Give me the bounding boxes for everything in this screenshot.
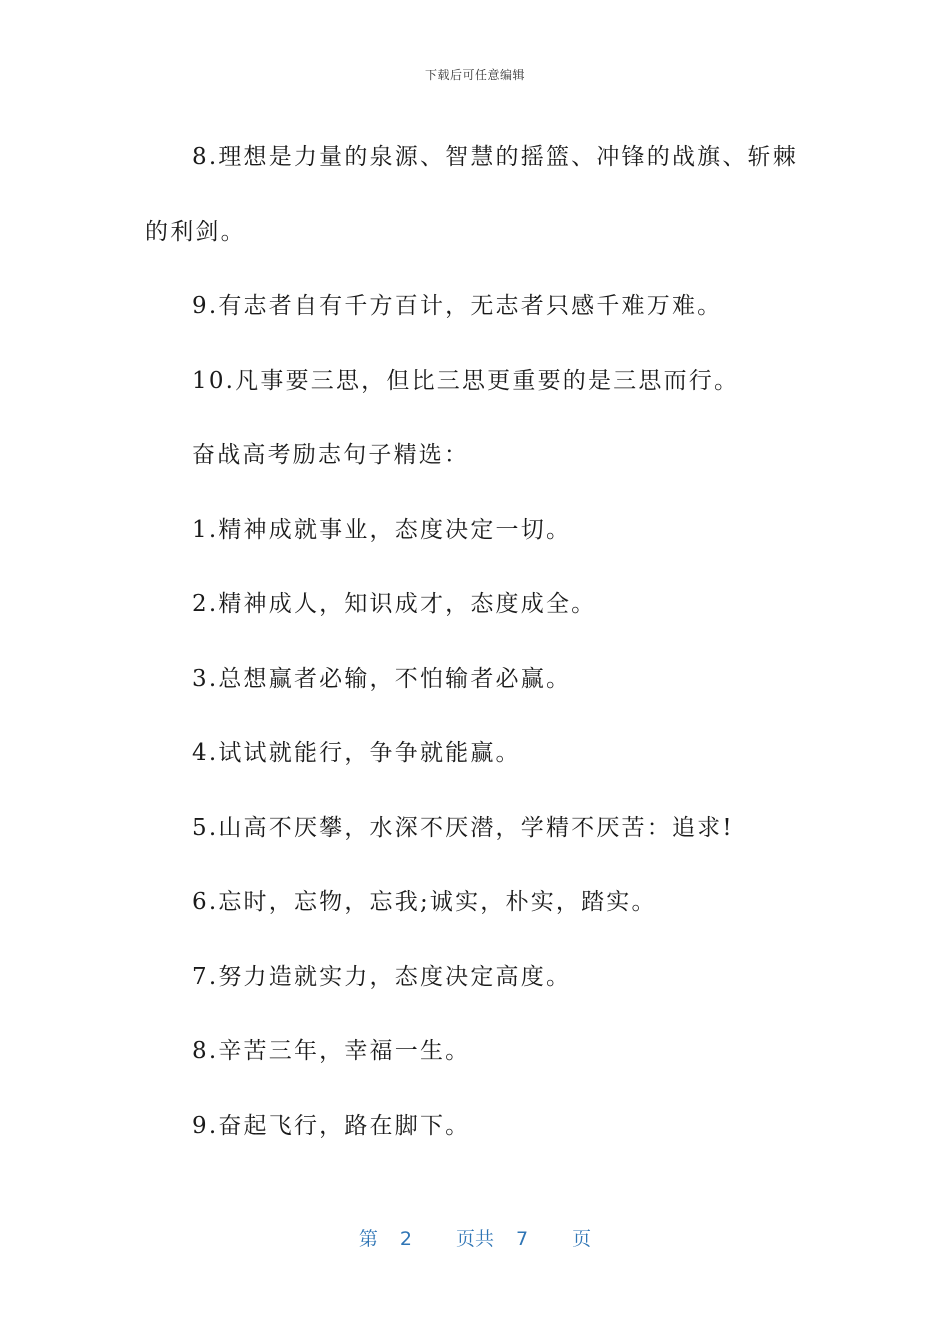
paragraph: 10.凡事要三思，但比三思更重要的是三思而行。 (192, 367, 740, 394)
paragraph: 9.有志者自有千方百计，无志者只感千难万难。 (192, 293, 723, 319)
header-note: 下载后可任意编辑 (424, 68, 525, 82)
page-label-mid: 页共 (455, 1228, 494, 1250)
paragraph: 2.精神成人，知识成才，态度成全。 (192, 591, 597, 617)
paragraph: 8.辛苦三年，幸福一生。 (192, 1038, 471, 1064)
paragraph: 1.精神成就事业，态度决定一切。 (192, 516, 572, 543)
page-label-suffix: 页 (572, 1228, 592, 1250)
total-pages-number: 7 (516, 1228, 529, 1250)
paragraph: 8.理想是力量的泉源、智慧的摇篮、冲锋的战旗、斩棘的利剑。 (145, 144, 798, 245)
section-heading: 奋战高考励志句子精选： (192, 442, 470, 468)
paragraph: 6.忘时，忘物，忘我;诚实，朴实，踏实。 (192, 889, 657, 915)
document-body (145, 120, 805, 1163)
current-page-number: 2 (399, 1228, 412, 1250)
paragraph: 5.山高不厌攀，水深不厌潜，学精不厌苦：追求! (192, 814, 734, 841)
paragraph: 3.总想赢者必输，不怕输者必赢。 (192, 665, 572, 692)
page-footer (0, 1224, 950, 1251)
paragraph: 9.奋起飞行，路在脚下。 (192, 1112, 471, 1139)
page-label-prefix: 第 (358, 1228, 378, 1250)
paragraph: 7.努力造就实力，态度决定高度。 (192, 963, 572, 990)
paragraph: 4.试试就能行，争争就能赢。 (192, 740, 521, 766)
